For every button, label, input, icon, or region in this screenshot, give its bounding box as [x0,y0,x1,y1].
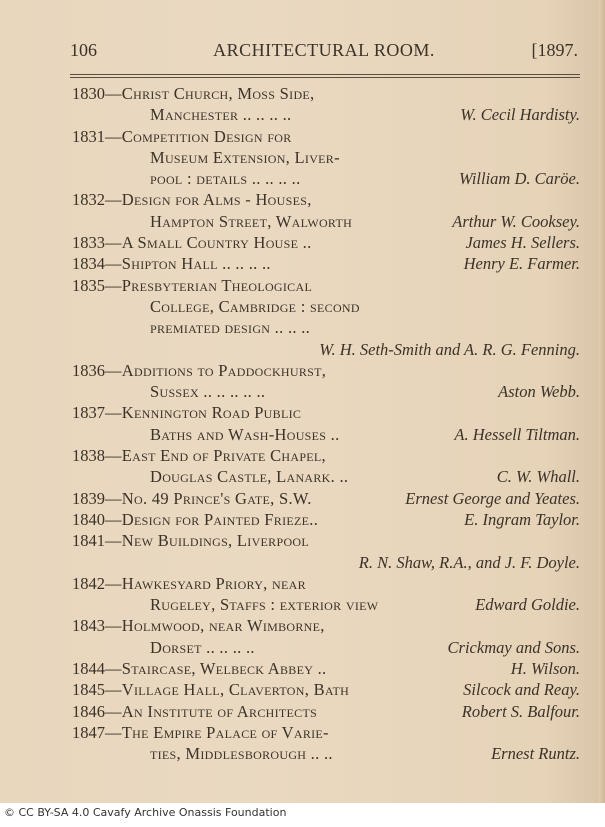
entry-line [72,701,580,722]
entry-title: Sussex .. .. .. .. .. [150,382,266,402]
architect-name: Edward Goldie. [475,595,580,615]
entry-title: pool : details .. .. .. .. [150,169,301,189]
entry-number: 1835 [72,275,105,295]
catalogue-entry [72,275,580,360]
entry-title: Baths and Wash-Houses .. [150,424,340,444]
entry-line [72,509,580,530]
entry-line [72,637,580,658]
entry-line [72,317,580,338]
catalogue-entry [72,402,580,445]
entry-line [72,743,580,764]
entry-title: —Design for Alms - Houses, [105,190,312,210]
entry-number: 1845 [72,680,105,700]
catalogue-entry [72,530,580,573]
catalogue-entry [72,253,580,274]
architect-name: James H. Sellers. [465,233,580,253]
copyright-footer: © CC BY-SA 4.0 Cavafy Archive Onassis Foundation [4,806,287,819]
entry-line [72,424,580,445]
entry-line [72,253,580,274]
entry-title: —Additions to Paddockhurst, [105,360,327,380]
entry-number: 1840 [72,509,105,529]
catalogue-entry [72,615,580,658]
entry-number: 1832 [72,190,105,210]
entry-line [72,147,580,168]
entry-line [72,488,580,509]
entry-line [72,722,580,743]
header-rule-bottom [70,77,580,78]
entry-title: —Staircase, Welbeck Abbey .. [105,659,327,679]
entry-number: 1843 [72,616,105,636]
architect-name: W. H. Seth-Smith and A. R. G. Fenning. [319,339,580,359]
catalogue-entry [72,445,580,488]
entry-title: Dorset .. .. .. .. [150,637,255,657]
entry-title: —Presbyterian Theological [105,275,313,295]
catalogue-entry [72,126,580,190]
entry-line [72,573,580,594]
architect-name: Arthur W. Cooksey. [452,211,580,231]
entry-line [72,679,580,700]
catalogue-entry [72,509,580,530]
entry-number: 1842 [72,573,105,593]
architect-name: Crickmay and Sons. [447,637,580,657]
catalogue-entry [72,658,580,679]
entry-title: —Competition Design for [105,126,292,146]
entry-line [72,658,580,679]
entry-title: College, Cambridge : second [150,296,360,316]
catalogue-entry [72,488,580,509]
running-header [70,36,578,60]
entry-line [72,530,580,551]
entry-number: 1839 [72,488,105,508]
entry-title: —A Small Country House .. [105,233,312,253]
architect-name: Aston Webb. [498,382,580,402]
entry-title: Douglas Castle, Lanark. .. [150,467,349,487]
entry-line [72,232,580,253]
entry-title: —The Empire Palace of Varie- [105,722,329,742]
architect-name: A. Hessell Tiltman. [454,424,580,444]
architect-name: W. Cecil Hardisty. [460,105,580,125]
architect-name: Ernest George and Yeates. [405,488,580,508]
entry-line [72,126,580,147]
entry-number: 1846 [72,701,105,721]
entry-line [72,402,580,423]
entry-number: 1847 [72,722,105,742]
catalogue-entry [72,701,580,722]
entry-title: —Design for Painted Frieze.. [105,509,319,529]
entry-line [72,168,580,189]
architect-name: E. Ingram Taylor. [464,509,580,529]
architect-name: R. N. Shaw, R.A., and J. F. Doyle. [358,552,580,572]
entry-line [72,104,580,125]
entry-line [72,211,580,232]
entry-title: —East End of Private Chapel, [105,446,326,466]
entry-number: 1831 [72,126,105,146]
catalogue-entry [72,83,580,126]
entry-line [72,615,580,636]
entry-title: —No. 49 Prince's Gate, S.W. [105,488,312,508]
architect-name: H. Wilson. [510,659,580,679]
entry-line [72,445,580,466]
entry-title: premiated design .. .. .. [150,318,311,338]
entry-title: Rugeley, Staffs : exterior view [150,595,379,615]
entry-line [72,381,580,402]
entry-title: —Village Hall, Claverton, Bath [105,680,350,700]
catalogue-entry [72,360,580,403]
entry-title: —New Buildings, Liverpool [105,531,310,551]
entry-title: —Holmwood, near Wimborne, [105,616,325,636]
architect-name: Silcock and Reay. [463,680,580,700]
architect-name: C. W. Whall. [496,467,580,487]
entry-line [72,189,580,210]
page-title: ARCHITECTURAL ROOM. [213,40,435,60]
entry-number: 1834 [72,254,105,274]
entry-number: 1830 [72,84,105,103]
architect-name: William D. Caröe. [458,169,580,189]
architect-name: Henry E. Farmer. [463,254,580,274]
catalogue-entries [72,83,580,765]
entry-number: 1838 [72,446,105,466]
entry-line [72,339,580,360]
entry-line [72,466,580,487]
header-rule-top [70,74,580,75]
entry-number: 1836 [72,360,105,380]
entry-title: Museum Extension, Liver- [150,147,340,167]
entry-title: ties, Middlesborough .. .. [150,744,333,764]
entry-title: —Christ Church, Moss Side, [105,84,315,103]
entry-number: 1833 [72,233,105,253]
catalogue-entry [72,722,580,765]
entry-title: —Kennington Road Public [105,403,302,423]
entry-title: —Shipton Hall .. .. .. .. [105,254,271,274]
entry-number: 1837 [72,403,105,423]
entry-line [72,296,580,317]
catalogue-entry [72,189,580,232]
page-number: 106 [70,40,97,60]
page-edge-shadow [599,0,605,803]
entry-line [72,275,580,296]
entry-line [72,360,580,381]
entry-title: —An Institute of Architects [105,701,318,721]
entry-line [72,552,580,573]
entry-number: 1841 [72,531,105,551]
header-year: [1897. [531,40,578,60]
architect-name: Robert S. Balfour. [461,701,580,721]
entry-title: Manchester .. .. .. .. [150,105,292,125]
catalogue-entry [72,573,580,616]
architect-name: Ernest Runtz. [491,744,580,764]
catalogue-entry [72,679,580,700]
entry-number: 1844 [72,659,105,679]
entry-title: Hampton Street, Walworth [150,211,353,231]
entry-line [72,83,580,104]
entry-line [72,594,580,615]
entry-title: —Hawkesyard Priory, near [105,573,306,593]
catalogue-entry [72,232,580,253]
